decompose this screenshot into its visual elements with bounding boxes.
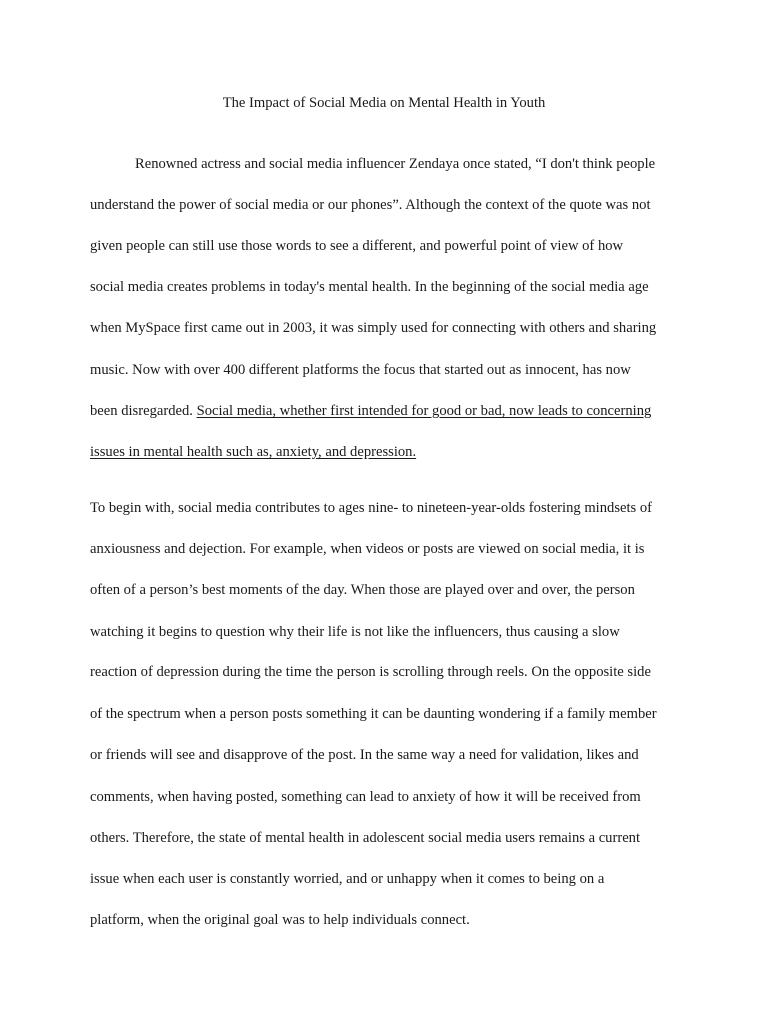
- paragraph-line: music. Now with over 400 different platforms the focus that started out as innocent, has now: [90, 362, 631, 378]
- thesis-statement: issues in mental health such as, anxiety, and depression.: [90, 444, 417, 460]
- paragraph-line: social media creates problems in today's mental health. In the beginning of the social media age: [90, 279, 649, 295]
- paragraph-line: reaction of depression during the time the person is scrolling through reels. On the opposite side: [90, 664, 651, 680]
- paragraph-line: issue when each user is constantly worried, and or unhappy when it comes to being on a: [90, 871, 605, 887]
- paragraph-line: or friends will see and disapprove of the post. In the same way a need for validation, likes and: [90, 747, 639, 763]
- paragraph-text: been disregarded.: [90, 403, 197, 419]
- paragraph-line: understand the power of social media or our phones”. Although the context of the quote was not: [90, 197, 651, 213]
- paragraph-line: given people can still use those words to see a different, and powerful point of view of how: [90, 238, 624, 254]
- paragraph-line: anxiousness and dejection. For example, when videos or posts are viewed on social media, it is: [90, 541, 645, 557]
- paragraph-line: platform, when the original goal was to help individuals connect.: [90, 912, 470, 928]
- paragraph-line: comments, when having posted, something can lead to anxiety of how it will be received from: [90, 789, 641, 805]
- document-title: The Impact of Social Media on Mental Health in Youth: [222, 95, 546, 111]
- paragraph-line: of the spectrum when a person posts something it can be daunting wondering if a family member: [90, 706, 657, 722]
- paragraph-line: others. Therefore, the state of mental health in adolescent social media users remains a current: [90, 830, 641, 846]
- paragraph-line: [90, 401, 651, 421]
- paragraph-line: often of a person’s best moments of the day. When those are played over and over, the person: [90, 582, 635, 598]
- paragraph-line: watching it begins to question why their life is not like the influencers, thus causing a slow: [90, 624, 620, 640]
- paragraph-line: when MySpace first came out in 2003, it was simply used for connecting with others and sharing: [90, 320, 657, 336]
- paragraph-line: Renowned actress and social media influencer Zendaya once stated, “I don't think people: [135, 156, 656, 172]
- thesis-statement: Social media, whether first intended for good or bad, now leads to concerning: [196, 403, 652, 419]
- paragraph-line: To begin with, social media contributes to ages nine- to nineteen-year-olds fostering mindsets of: [90, 500, 653, 516]
